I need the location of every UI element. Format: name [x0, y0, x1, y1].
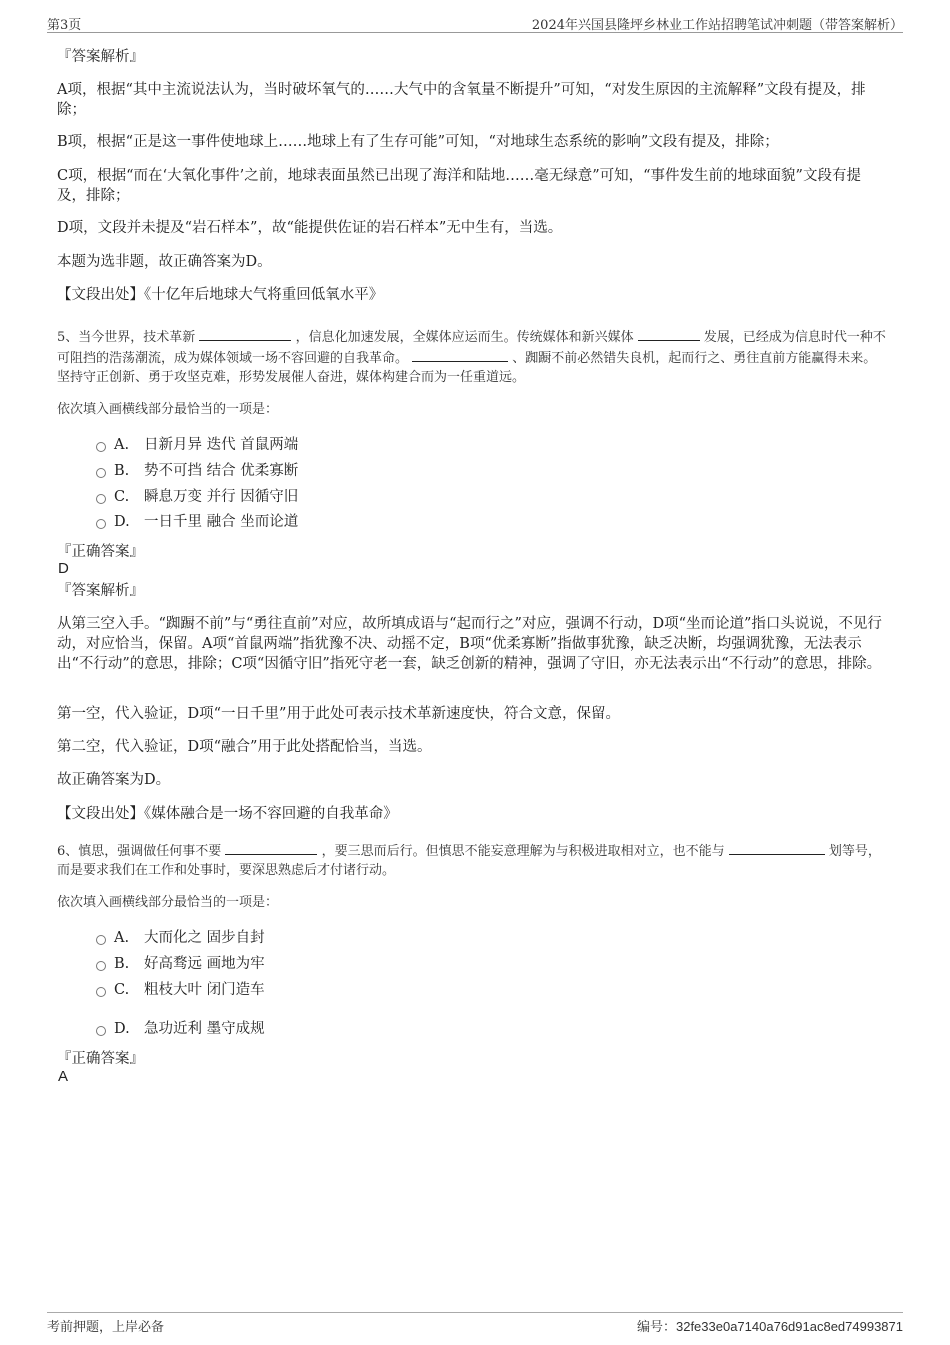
- q5-stem-part3: 发展，已经成为信息时代一种不可阻挡的浩荡潮流，成为媒体领域一场不容回避的自我革命。: [57, 330, 886, 366]
- q5-option-d[interactable]: D. 一日千里 融合 坐而论道: [96, 511, 298, 533]
- footer-code-label: 编号：: [636, 1320, 676, 1335]
- radio-icon[interactable]: [96, 494, 106, 504]
- q5-option-c[interactable]: C. 瞬息万变 并行 因循守旧: [96, 486, 298, 508]
- q5-stem-part4: 、踟蹰不前必然错失良机，起而行之、勇往直前方能赢得未来。坚持守正创新、勇于攻坚克难，形势发展催人奋进，媒体构建合而为一任重道远。: [57, 351, 877, 385]
- q5-answer-label: 『正确答案』: [57, 544, 144, 560]
- q6-blank-1: [225, 840, 317, 855]
- q6-answer-label: 『正确答案』: [57, 1051, 144, 1067]
- q6-stem-part2: ，要三思而后行。但慎思不能妄意理解为与积极进取相对立，也不能与: [321, 844, 725, 859]
- q4-analysis-c: C项，根据“而在‘大氧化事件’之前，地球表面虽然已出现了海洋和陆地……毫无绿意”可知，“事件发生前的地球面貌”文段有提及，排除；: [57, 168, 861, 204]
- q5-answer: D: [58, 560, 69, 577]
- q5-option-b[interactable]: B. 势不可挡 结合 优柔寡断: [96, 460, 298, 482]
- page-footer: [47, 1312, 903, 1337]
- q5-analysis-p2: 第一空，代入验证，D项“一日千里”用于此处可表示技术革新速度快，符合文意，保留。: [57, 706, 620, 722]
- q4-analysis-b: B项，根据“正是这一事件使地球上……地球上有了生存可能”可知，“对地球生态系统的影响”文段有提及，排除；: [57, 134, 779, 150]
- q5-source: 【文段出处】《媒体融合是一场不容回避的自我革命》: [57, 806, 398, 822]
- page-number: 第3页: [47, 18, 82, 33]
- radio-icon[interactable]: [96, 442, 106, 452]
- page-header: [47, 12, 903, 33]
- q4-analysis-label: 『答案解析』: [57, 49, 144, 65]
- radio-icon[interactable]: [96, 519, 106, 529]
- q5-analysis-label: 『答案解析』: [57, 583, 144, 599]
- q6-stem: [57, 840, 887, 880]
- q5-analysis-p1: 从第三空入手。“踟蹰不前”与“勇往直前”对应，故所填成语与“起而行之”对应，强调不行动，D项“坐而论道”指口头说说，不见行动，对应恰当，保留。A项“首鼠两端”指犹豫不决、动摇不定，B项“优柔寡断”指做事犹豫，缺乏决断，均强调犹豫，无法表示出“不行动”的意思，排除；C项“因循守旧”指死守老一套，缺乏创新的精神，强调了守旧，亦无法表示出“不行动”的意思，排除。: [57, 616, 882, 672]
- q6-answer: A: [58, 1068, 69, 1085]
- q6-blank-2: [729, 840, 825, 855]
- q5-instruction: 依次填入画横线部分最恰当的一项是：: [57, 402, 279, 417]
- q5-stem-part1: 5、当今世界，技术革新: [57, 330, 196, 345]
- q5-stem-part2: ，信息化加速发展，全媒体应运而生。传统媒体和新兴媒体: [295, 330, 634, 345]
- q5-blank-3: [412, 347, 508, 362]
- q5-blank-2: [638, 326, 700, 341]
- footer-code-value: 32fe33e0a7140a76d91ac8ed74993871: [675, 1319, 903, 1334]
- radio-icon[interactable]: [96, 961, 106, 971]
- radio-icon[interactable]: [96, 468, 106, 478]
- q5-blank-1: [199, 326, 291, 341]
- q6-option-d[interactable]: D. 急功近利 墨守成规: [96, 1018, 265, 1040]
- q6-option-c[interactable]: C. 粗枝大叶 闭门造车: [96, 979, 265, 1001]
- q6-stem-part3: 划等号，而是要求我们在工作和处事时，要深思熟虑后才付诸行动。: [57, 844, 881, 878]
- q6-stem-part1: 6、慎思，强调做任何事不要: [57, 844, 222, 859]
- q4-analysis-a: A项，根据“其中主流说法认为，当时破坏氧气的……大气中的含氧量不断提升”可知，“对发生原因的主流解释”文段有提及，排除；: [57, 82, 866, 118]
- q5-option-a[interactable]: A. 日新月异 迭代 首鼠两端: [96, 434, 298, 456]
- q4-analysis-d: D项，文段并未提及“岩石样本”，故“能提供佐证的岩石样本”无中生有，当选。: [57, 220, 563, 236]
- q5-analysis-p3: 第二空，代入验证，D项“融合”用于此处搭配恰当，当选。: [57, 739, 432, 755]
- document-title: 2024年兴国县隆坪乡林业工作站招聘笔试冲刺题（带答案解析）: [531, 18, 903, 33]
- q6-option-b[interactable]: B. 好高骛远 画地为牢: [96, 953, 265, 975]
- q6-instruction: 依次填入画横线部分最恰当的一项是：: [57, 895, 279, 910]
- q5-analysis-p4: 故正确答案为D。: [57, 772, 171, 788]
- q4-source: 【文段出处】《十亿年后地球大气将重回低氧水平》: [57, 287, 384, 303]
- radio-icon[interactable]: [96, 987, 106, 997]
- radio-icon[interactable]: [96, 935, 106, 945]
- radio-icon[interactable]: [96, 1026, 106, 1036]
- footer-code: [637, 1316, 903, 1335]
- q6-option-a[interactable]: A. 大而化之 固步自封: [96, 927, 265, 949]
- q4-conclusion: 本题为选非题，故正确答案为D。: [57, 254, 272, 270]
- footer-slogan: 考前押题，上岸必备: [47, 1320, 165, 1335]
- q5-stem: [57, 326, 887, 387]
